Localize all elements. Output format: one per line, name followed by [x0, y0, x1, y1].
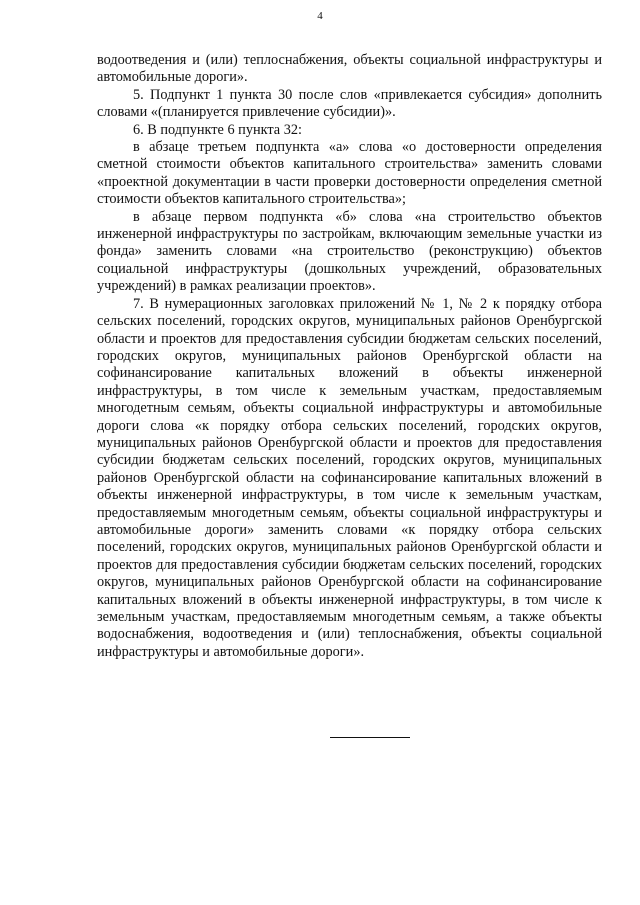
paragraph-item-6-b: в абзаце первом подпункта «б» слова «на строительство объектов инженерной инфраструктуры по застройкам, включающим земельные участки из фонда» заменить словами «на строительство (реконструкцию) объектов социальной инфраструктуры (дошкольных учреждений, образовательных учреждений) в рамках реализации проектов».: [97, 208, 602, 295]
paragraph-continuation: водоотведения и (или) теплоснабжения, объекты социальной инфраструктуры и автомобильные дороги».: [97, 52, 602, 86]
paragraph-item-6-a: в абзаце третьем подпункта «а» слова «о достоверности определения сметной стоимости объектов капитального строительства» заменить словами «проектной документации в части проверки достоверности определения сметной стоимости объектов капитального строительства»;: [97, 139, 602, 208]
document-body: [97, 52, 602, 661]
end-separator-line: [330, 737, 410, 738]
page-number: 4: [317, 10, 323, 22]
paragraph-item-5: 5. Подпункт 1 пункта 30 после слов «привлекается субсидия» дополнить словами «(планируется привлечение субсидии)».: [97, 86, 602, 121]
paragraph-item-6: 6. В подпункте 6 пункта 32:: [133, 121, 302, 138]
paragraph-item-7: 7. В нумерационных заголовках приложений № 1, № 2 к порядку отбора сельских поселений, городских округов, муниципальных районов Оренбургской области и проектов для предоставления субсидии бюджетам сельских поселений, городских округов, муниципальных районов Оренбургской области на софинансирование капитальных вложений в объекты инженерной инфраструктуры, в том числе к земельным участкам, предоставляемым многодетным семьям, объекты социальной инфраструктуры и автомобильные дороги слова «к порядку отбора сельских поселений, городских округов, муниципальных районов Оренбургской области и проектов для предоставления субсидии бюджетам сельских поселений, городских округов, муниципальных районов Оренбургской области на софинансирование капитальных вложений в объекты инженерной инфраструктуры, в том числе к земельным участкам, предоставляемым многодетным семьям, объекты социальной инфраструктуры и автомобильные дороги» заменить словами «к порядку отбора сельских поселений, городских округов, муниципальных районов Оренбургской области и проектов для предоставления субсидии бюджетам сельских поселений, городских округов, муниципальных районов Оренбургской области на софинансирование капитальных вложений в объекты инженерной инфраструктуры, в том числе к земельным участкам, предоставляемым многодетным семьям, а также объекты водоснабжения, водоотведения и (или) теплоснабжения, объекты социальной инфраструктуры и автомобильные дороги».: [97, 295, 602, 660]
